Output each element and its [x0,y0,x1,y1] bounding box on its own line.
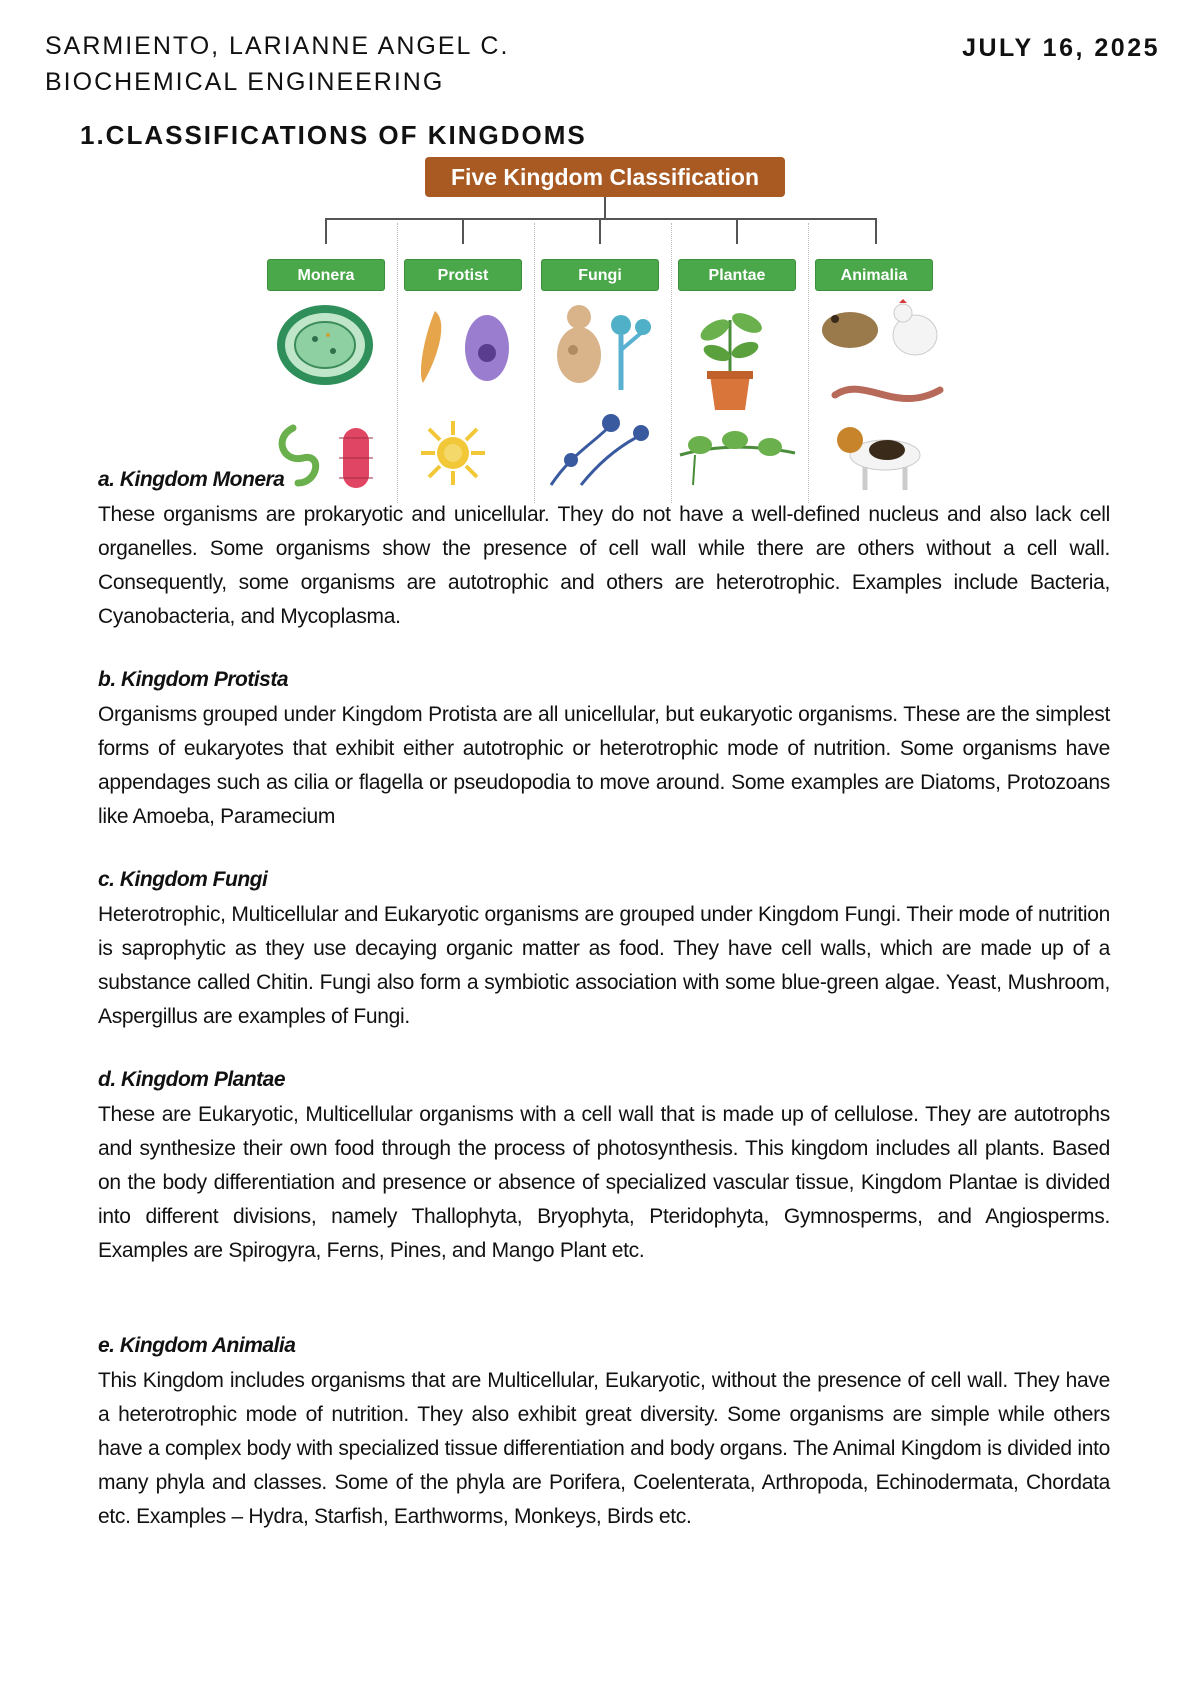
entry-monera [98,468,1110,634]
entry-paragraph: This Kingdom includes organisms that are Multicellular, Eukaryotic, without the presence of cell wall. They have a heterotrophic mode of nutrition. They also exhibit great diversity. Some organisms are simple while others have a complex body with specialized tissue differentiation and body organs. The Animal Kingdom is divided into many phyla and classes. Some of the phyla are Porifera, Coelenterata, Arthropoda, Echinodermata, Chordata etc. Examples – Hydra, Starfish, Earthworms, Monkeys, Birds etc. [98,1369,1110,1528]
column-divider [397,223,398,503]
entry-heading: e. Kingdom Animalia [98,1334,296,1357]
kingdom-label-monera: Monera [267,259,385,291]
monera-illustration [273,303,383,493]
kingdom-label-plantae: Plantae [678,259,796,291]
protist-illustration [405,303,520,493]
entry-animalia [98,1334,1110,1534]
tree-connector [325,218,877,220]
section-title: 1.CLASSIFICATIONS OF KINGDOMS [80,120,587,150]
entry-paragraph: Organisms grouped under Kingdom Protista are all unicellular, but eukaryotic organisms. These are the simplest forms of eukaryotes that exhibit either autotrophic or heterotrophic mode of nutrition. Some organisms have appendages such as cilia or flagella or pseudopodia to move around. Some examples are Diatoms, Protozoans like Amoeba, Paramecium [98,703,1110,828]
entry-heading: a. Kingdom Monera [98,468,285,491]
entry-fungi [98,868,1110,1034]
kingdom-label-protist: Protist [404,259,522,291]
entry-protista [98,668,1110,834]
five-kingdom-diagram [255,155,955,505]
tree-connector [736,218,738,244]
tree-connector [462,218,464,244]
tree-connector [599,218,601,244]
tree-connector [604,197,606,219]
author-name: SARMIENTO, LARIANNE ANGEL C. [45,32,510,60]
column-divider [808,223,809,503]
fungi-illustration [541,295,659,495]
entry-heading: b. Kingdom Protista [98,668,288,691]
entry-paragraph: These are Eukaryotic, Multicellular organisms with a cell wall that is made up of cellulose. They are autotrophs and synthesize their own food through the process of photosynthesis. This kingdom includes all plants. Based on the body differentiation and presence or absence of specialized vascular tissue, Kingdom Plantae is divided into different divisions, namely Thallophyta, Bryophyta, Pteridophyta, Gymnosperms, and Angiosperms. Examples are Spirogyra, Ferns, Pines, and Mango Plant etc. [98,1103,1110,1262]
plantae-illustration [675,295,800,495]
kingdom-label-animalia: Animalia [815,259,933,291]
entry-paragraph: These organisms are prokaryotic and unicellular. They do not have a well-defined nucleus and also lack cell organelles. Some organisms show the presence of cell wall while there are others without a cell wall. Consequently, some organisms are autotrophic and others are heterotrophic. Examples include Bacteria, Cyanobacteria, and Mycoplasma. [98,503,1110,628]
tree-connector [325,218,327,244]
column-divider [534,223,535,503]
entry-paragraph: Heterotrophic, Multicellular and Eukaryotic organisms are grouped under Kingdom Fungi. Their mode of nutrition is saprophytic as they use decaying organic matter as food. They have cell walls, which are made up of a substance called Chitin. Fungi also form a symbiotic association with some blue-green algae. Yeast, Mushroom, Aspergillus are examples of Fungi. [98,903,1110,1028]
entry-heading: d. Kingdom Plantae [98,1068,286,1091]
kingdom-label-fungi: Fungi [541,259,659,291]
course-name: BIOCHEMICAL ENGINEERING [45,68,445,96]
entry-heading: c. Kingdom Fungi [98,868,268,891]
document-date: JULY 16, 2025 [962,34,1160,62]
entry-plantae [98,1068,1110,1268]
animalia-illustration [815,295,950,495]
diagram-title: Five Kingdom Classification [425,157,785,197]
tree-connector [875,218,877,244]
column-divider [671,223,672,503]
